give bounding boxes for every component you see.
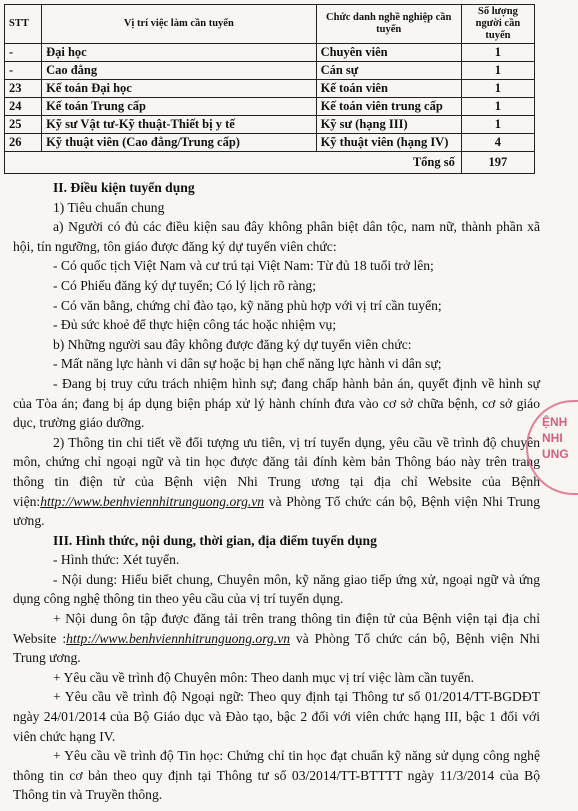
table-row (5, 44, 535, 62)
header-position: Vị trí việc làm cần tuyển (42, 5, 317, 44)
table-row (5, 62, 535, 80)
row-title: Kế toán viên (316, 80, 461, 98)
section-2-para-b: b) Những người sau đây không được đăng ký dự tuyển viên chức: (53, 336, 412, 352)
para-2-text: 2) Thông tin chi tiết về đối tượng ưu tiên, vị trí tuyển dụng, yêu cầu về trình độ chuyên môn, chứng chỉ ngoại ngữ và tin học được đăng tải đính kèm bản Thông báo này trên trang thông tin điện tử của Bệnh viện Nhi Trung ương tại địa chỉ Website của Bệnh viện: (13, 434, 540, 509)
table-header-row (5, 5, 535, 44)
row-stt: 25 (5, 116, 42, 134)
condition-b2: - Đang bị truy cứu trách nhiệm hình sự; đang chấp hành bản án, quyết định về hình sự của Tòa án; đang bị áp dụng biện pháp xử lý hành chính đưa vào cơ sở chữa bệnh, cơ sở giáo dục, trường giáo dưỡng. (13, 375, 540, 431)
row-quantity: 1 (461, 116, 534, 134)
condition-a2: - Có Phiếu đăng ký dự tuyển; Có lý lịch rõ ràng; (53, 277, 316, 293)
header-title: Chức danh nghề nghiệp cần tuyển (316, 5, 461, 44)
website-link[interactable]: http://www.benhviennhitrunguong.org.vn (40, 493, 265, 509)
condition-b1: - Mất năng lực hành vi dân sự hoặc bị hạn chế năng lực hành vi dân sự; (53, 356, 442, 372)
review-content (13, 609, 540, 668)
section-2-para-a: a) Người có đủ các điều kiện sau đây không phân biệt dân tộc, nam nữ, thành phần xã hội, tín ngưỡng, tôn giáo được đăng ký dự tuyển viên chức: (13, 219, 540, 254)
row-position: Kế toán Trung cấp (42, 98, 317, 116)
section-2-para-2 (13, 433, 540, 531)
condition-a3: - Có văn bằng, chứng chỉ đào tạo, kỹ năng phù hợp với vị trí cần tuyển; (53, 297, 442, 313)
total-row (5, 152, 535, 174)
row-position: Kỹ thuật viên (Cao đẳng/Trung cấp) (42, 134, 317, 152)
row-quantity: 4 (461, 134, 534, 152)
table-row (5, 80, 535, 98)
row-quantity: 1 (461, 62, 534, 80)
exam-form: - Hình thức: Xét tuyển. (53, 552, 180, 568)
section-2-heading: II. Điều kiện tuyển dụng (53, 180, 195, 195)
total-value: 197 (461, 152, 534, 174)
row-title: Kỹ sư (hạng III) (316, 116, 461, 134)
stamp-text-line: UNG (542, 447, 569, 461)
row-title: Kỹ thuật viên (hạng IV) (316, 134, 461, 152)
para-2-end: và Phòng Tổ chức cán bộ, Bệnh viện Nhi Trung ương. (13, 493, 540, 529)
section-3-heading: III. Hình thức, nội dung, thời gian, địa điểm tuyển dụng (53, 532, 377, 548)
row-stt: - (5, 44, 42, 62)
row-position: Kỹ sư Vật tư-Kỹ thuật-Thiết bị y tế (42, 116, 317, 134)
header-quantity: Số lượng người cần tuyển (461, 5, 534, 44)
row-quantity: 1 (461, 98, 534, 116)
total-label: Tổng số (5, 152, 462, 174)
stamp-text-line: NHI (542, 431, 563, 445)
row-stt: - (5, 62, 42, 80)
stamp-text-line: ỆNH (542, 415, 568, 429)
row-stt: 24 (5, 98, 42, 116)
row-quantity: 1 (461, 80, 534, 98)
table-row (5, 134, 535, 152)
row-stt: 26 (5, 134, 42, 152)
requirement-professional: + Yêu cầu về trình độ Chuyên môn: Theo danh mục vị trí việc làm cần tuyển. (53, 669, 475, 685)
table-body (5, 44, 535, 152)
condition-a1: - Có quốc tịch Việt Nam và cư trú tại Việt Nam: Từ đủ 18 tuổi trở lên; (53, 258, 434, 274)
row-position: Đại học (42, 44, 317, 62)
table-row (5, 116, 535, 134)
condition-a4: - Đủ sức khoẻ để thực hiện công tác hoặc nhiệm vụ; (53, 317, 337, 333)
section-2-sub1: 1) Tiêu chuẩn chung (53, 199, 165, 215)
row-title: Chuyên viên (316, 44, 461, 62)
header-stt: STT (5, 5, 42, 44)
exam-content: - Nội dung: Hiểu biết chung, Chuyên môn, kỹ năng giao tiếp ứng xử, ngoại ngữ và ứng dụng công nghệ thông tin theo yêu cầu của vị trí tuyển dụng. (13, 571, 540, 607)
row-title: Kế toán viên trung cấp (316, 98, 461, 116)
row-position: Kế toán Đại học (42, 80, 317, 98)
review-end: và Phòng Tổ chức cán bộ, Bệnh viện Nhi Trung ương. (13, 630, 541, 666)
row-stt: 23 (5, 80, 42, 98)
review-text: + Nội dung ôn tập được đăng tải trên trang thông tin điện tử của Bệnh viện tại địa chỉ Website : (13, 611, 540, 646)
document-body (13, 178, 540, 805)
row-title: Cán sự (316, 62, 461, 80)
recruitment-table (4, 4, 535, 174)
row-position: Cao đẳng (42, 62, 317, 80)
table-row (5, 98, 535, 116)
requirement-it: + Yêu cầu về trình độ Tin học: Chứng chỉ tin học đạt chuẩn kỹ năng sử dụng công nghệ thông tin cơ bản theo quy định tại Thông tư số 03/2014/TT-BTTTT ngày 11/3/2014 của Bộ Thông tin và Truyền thông. (13, 748, 540, 803)
requirement-language: + Yêu cầu về trình độ Ngoại ngữ: Theo quy định tại Thông tư số 01/2014/TT-BGDĐT ngày 24/01/2014 của Bộ Giáo dục và Đào tạo, bậc 2 đối với viên chức hạng III, bậc 1 đối với viên chức hạng IV. (13, 689, 540, 744)
row-quantity: 1 (461, 44, 534, 62)
review-website-link[interactable]: http://www.benhviennhitrunguong.org.vn (66, 630, 291, 646)
